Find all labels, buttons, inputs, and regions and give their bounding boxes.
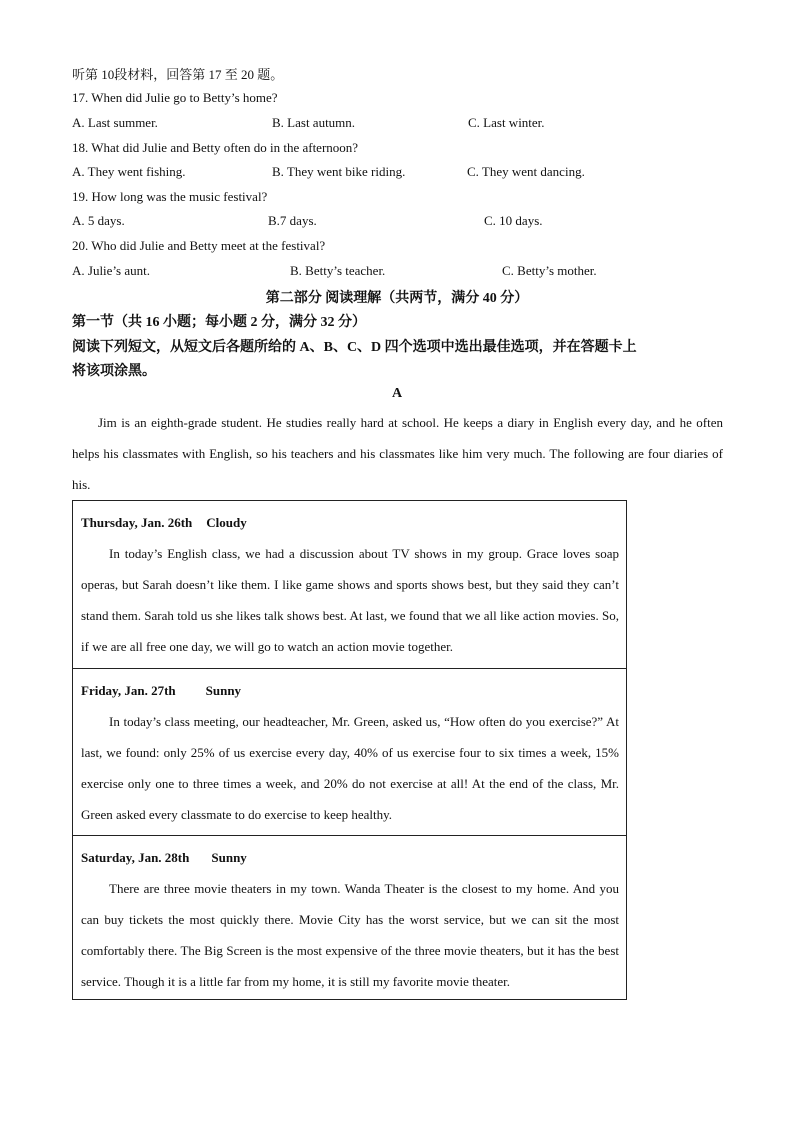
diary-date: Saturday, Jan. 28th <box>81 850 190 865</box>
diary-entry-header <box>81 683 241 699</box>
diary-entry-thursday <box>73 501 626 668</box>
diary-entry-header <box>81 850 247 866</box>
passage-label: A <box>391 386 403 401</box>
question-17-stem: 17. When did Julie go to Betty’s home? <box>72 90 278 105</box>
question-18-stem: 18. What did Julie and Betty often do in the afternoon? <box>72 140 359 155</box>
part-title: 第二部分 阅读理解（共两节，满分 40 分） <box>265 291 529 306</box>
reading-instruction-cont: 将该项涂黑。 <box>72 364 156 379</box>
diary-entry-header <box>81 515 247 531</box>
question-18-option-a: A. They went fishing. <box>72 164 186 179</box>
question-20-option-c: C. Betty’s mother. <box>502 263 597 278</box>
diary-entry-saturday <box>73 835 626 999</box>
question-20-option-b: B. Betty’s teacher. <box>290 263 386 278</box>
diary-entry-friday <box>73 668 626 835</box>
diary-text: There are three movie theaters in my town. Wanda Theater is the closest to my home. And you can buy tickets the most quickly there. Movie City has the worst service, but we can sit the most comfortably there. The Big Screen is the most expensive of the three movie theaters, but it has the best service. Though it is a little far from my home, it is still my favorite movie theater. <box>81 881 619 989</box>
question-19-stem: 19. How long was the music festival? <box>72 189 268 204</box>
section-title: 第一节（共 16 小题；每小题 2 分，满分 32 分） <box>72 315 366 330</box>
diary-text: In today’s English class, we had a discussion about TV shows in my group. Grace loves soap operas, but Sarah doesn’t like them. I like game shows and sports shows best, but they said they can’t stand them. Sarah told us she likes talk shows best. At last, we found that we all like action movies. So, if we are all free one day, we will go to watch an action movie together. <box>81 546 619 654</box>
diary-table <box>72 500 627 1000</box>
question-17-option-c: C. Last winter. <box>468 115 545 130</box>
question-20-stem: 20. Who did Julie and Betty meet at the festival? <box>72 238 326 253</box>
question-18-option-c: C. They went dancing. <box>467 164 585 179</box>
question-17-option-a: A. Last summer. <box>72 115 158 130</box>
listening-instruction: 听第 10段材料，回答第 17 至 20 题。 <box>72 67 284 82</box>
diary-date: Thursday, Jan. 26th <box>81 515 193 530</box>
question-17-option-b: B. Last autumn. <box>272 115 356 130</box>
diary-weather: Sunny <box>205 683 242 698</box>
reading-instruction: 阅读下列短文，从短文后各题所给的 A、B、C、D 四个选项中选出最佳选项，并在答题卡上 <box>72 340 637 355</box>
question-19-option-a: A. 5 days. <box>72 213 125 228</box>
diary-weather: Sunny <box>211 850 247 865</box>
diary-date: Friday, Jan. 27th <box>81 683 176 698</box>
question-20-option-a: A. Julie’s aunt. <box>72 263 150 278</box>
passage-intro: Jim is an eighth-grade student. He studies really hard at school. He keeps a diary in English every day, and he often helps his classmates with English, so his teachers and his classmates like him very much. The following are four diaries of his. <box>72 415 723 492</box>
question-18-option-b: B. They went bike riding. <box>272 164 406 179</box>
diary-text: In today’s class meeting, our headteacher, Mr. Green, asked us, “How often do you exercise?” At last, we found: only 25% of us exercise every day, 40% of us exercise four to six times a week, 15% exercise only one to three times a week, and 20% do not exercise at all! At the end of the class, Mr. Green asked every classmate to do exercise to keep healthy. <box>81 714 619 822</box>
diary-weather: Cloudy <box>206 515 247 530</box>
question-19-option-c: C. 10 days. <box>484 213 543 228</box>
question-19-option-b: B.7 days. <box>268 213 317 228</box>
